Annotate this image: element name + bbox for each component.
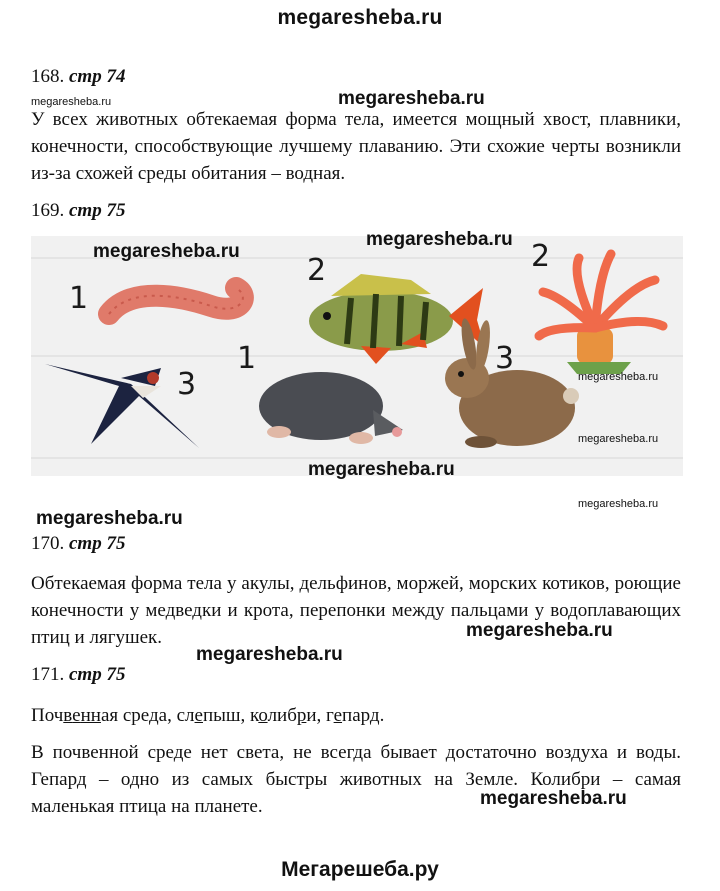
watermark: megaresheba.ru: [93, 241, 240, 262]
task-170-answer: Обтекаемая форма тела у акулы, дельфинов, моржей, морских котиков, роющие конечности у медведки и крота, перепонки между пальцами у водоплавающих птиц и лягушек.: [31, 573, 681, 648]
task-number: 170.: [31, 533, 65, 554]
mole-image: [259, 372, 403, 444]
page-ref: стр 75: [69, 200, 126, 221]
task-171-environments: Почвенная среда, слепыш, колибри, гепард.: [31, 705, 385, 726]
task-170-heading: [31, 533, 125, 555]
watermark: megaresheba.ru: [196, 644, 343, 665]
task-number: 171.: [31, 664, 65, 685]
watermark: megaresheba.ru: [480, 788, 627, 809]
task-number: 168.: [31, 66, 65, 87]
task-171-explanation: В почвенной среде нет света, не всегда бывает достаточно воздуха и воды. Гепард – одно из самых быстры животных на Земле. Колибри – самая маленькая птица на планете.: [31, 742, 681, 817]
rabbit-image: [445, 317, 579, 448]
watermark: megaresheba.ru: [36, 508, 183, 529]
perch-image: [309, 274, 485, 364]
watermark: megaresheba.ru: [578, 498, 659, 510]
task-168-heading: [31, 66, 125, 88]
label-worm: 1: [69, 281, 89, 316]
label-swallow: 3: [177, 367, 197, 402]
page-ref: стр 75: [69, 533, 126, 554]
task-169-heading: [31, 200, 125, 222]
label-anemone: 2: [531, 239, 551, 274]
watermark: megaresheba.ru: [578, 371, 659, 383]
watermark: megaresheba.ru: [338, 88, 485, 109]
watermark: megaresheba.ru: [466, 620, 613, 641]
page-ref: стр 74: [69, 66, 126, 87]
swallow-image: [45, 364, 199, 448]
label-fish: 2: [307, 253, 327, 288]
watermark: megaresheba.ru: [366, 229, 513, 250]
label-mole: 1: [237, 341, 257, 376]
watermark: megaresheba.ru: [31, 96, 112, 108]
page-ref: стр 75: [69, 664, 126, 685]
task-number: 169.: [31, 200, 65, 221]
site-footer: Мегарешеба.ру: [281, 858, 439, 881]
watermark: megaresheba.ru: [578, 433, 659, 445]
task-171-heading: [31, 664, 125, 686]
label-rabbit: 3: [495, 341, 515, 376]
watermark: megaresheba.ru: [308, 459, 455, 480]
earthworm-image: [109, 288, 243, 314]
site-header: megaresheba.ru: [277, 6, 443, 29]
task-168-answer: У всех животных обтекаемая форма тела, имеется мощный хвост, плавники, конечности, способствующие лучшему плаванию. Эти схожие черты возникли из-за схожей среды обитания – водная.: [31, 109, 681, 184]
